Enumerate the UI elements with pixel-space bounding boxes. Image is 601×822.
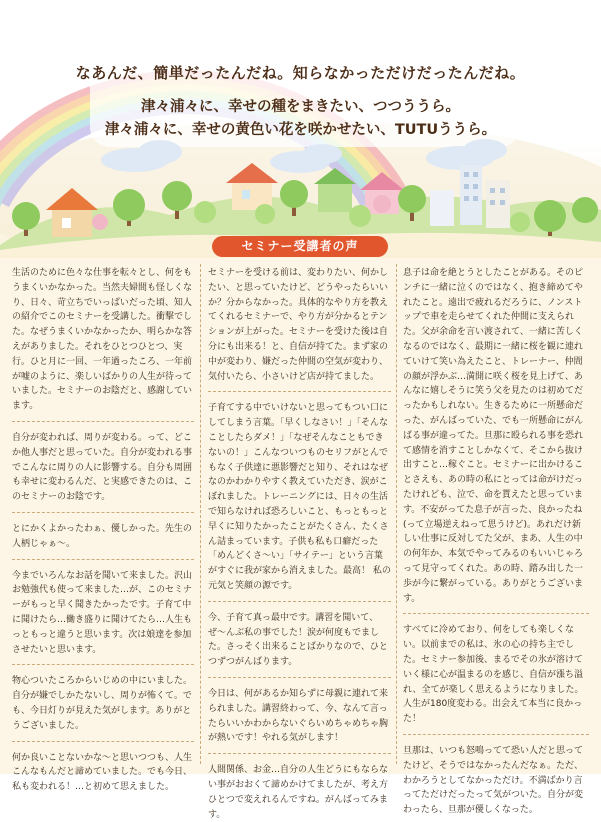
testimonial: 今、子育て真っ最中です。講習を聞いて、ぜ〜んぶ私の事でした！涙が何度もでました。さっそく出来ることばかりなので、ひとつずつがんばります。	[208, 612, 388, 668]
divider	[12, 421, 194, 422]
testimonial: 子育てする中でいけないと思ってもつい口にしてしまう言葉。「早くしなさい！」「そんなことしたらダメ！」「なぜそんなこともできないの！」こんなついつものセリフがとんでもなく子供達に悪影響だと知り、それはなぜなのかわかりやすく教えていただき、涙がこぼれました。トレーニングには、日々の生活で知らなければ恐ろしいこと、もっともっと早くに知りたかったことがたくさん、たくさん詰まっています。子供も私も口癖だった「めんどくさ〜い」「サイテー」という言葉がすぐに我が家から消えました。最高！ 私の元気と笑顔の源です。	[208, 403, 391, 591]
column-separator	[396, 264, 397, 764]
header-illustration	[0, 0, 601, 262]
testimonial: 息子は命を絶とうとしたことがある。そのピンチに一緒に泣くのではなく、抱き締めてやれたこと。遠出で疲れるだろうに、ノンストップで車を走らせてくれた仲間に支えられた。父が余命を言い渡されて、一緒に苦しくなるのではなく、最期に一緒に桜を観に連れていけて笑い為えたこと、トレーナー、仲間の顔が浮かぶ…満開に咲く桜を見上げて、あんなに嬉しそうに笑う父を見たのは初めてだったかもしれない。生きるために一所懸命だった、がんばっていた、でも一所懸命にがんばる事が違ってた。旦那に殴られる事を恐れて感情を消すことしかなくて、そこから抜け出すこと…稼ぐこと。セミナーに出かけることさえも、あの時の私にとっては命がけだったけれども、泣で、命を貰えたと思っています。不安がってた息子が言った、良かったね(って立場逆えねって思うけど)。あれだけ新しい仕事に反対してた父が、まあ、人生の中の何年か、本気でやってみるのもいいじゃろって見守ってくれた。あの時、踏み出した一歩が今に繋がっている。ありがとうございます。	[403, 268, 584, 604]
divider	[12, 559, 194, 560]
section-title-badge: セミナー受講者の声	[212, 236, 388, 257]
testimonial: セミナーを受ける前は、変わりたい、何かしたい、と思っていたけど、どうやったらいいか？分からなかった。具体的なやり方を教えてくれるセミナーで、やり方が分かるとテンションが上がった。セミナーを受けた後は自分にも出来る！と、自信が持てた。まず家の中が変わり、嫌だった仲間の空気が変わり、気付いたら、小さいけど店が持てました。	[208, 268, 389, 382]
headline: なあんだ、簡単だったんだね。知らなかっただけだったんだね。	[75, 64, 526, 82]
testimonials-area	[0, 258, 601, 820]
testimonial: 生活のために色々な仕事を転々とし、何をもうまくいかなかった。当然夫婦間も怪しくなり、日々、苛立ちでいっぱいだった頃、知人の紹介でこのセミナーを受講した。衝撃でした。なぜうまくいかなかったか、明らかな答えがありました。それをひとつひとつ、実行。ひと月に一回、一年過ったころ、一年前が嘘のように、楽しいばかりの人生が待っていました。セミナーのお陰だと、感謝しています。	[12, 268, 193, 412]
divider	[403, 734, 589, 735]
tagline-2: 津々浦々に、幸せの黄色い花を咲かせたい、TUTUううら。	[104, 122, 497, 138]
testimonial: とにかくよかったわぁ、優しかった。先生の人柄じゃぁ〜。	[12, 523, 192, 549]
divider	[403, 613, 589, 614]
testimonial: 何か良いことないかな〜と思いつつも、人生こんなもんだと諦めていました。でも今日、私も変われる！…と初めて思えました。	[12, 752, 193, 793]
divider	[12, 664, 194, 665]
testimonial: 今日は、何があるか知らずに母親に連れて来られました。講習終わって、今、なんて言ったらいいかわからないぐらいめちゃめちゃ胸が熱いです！やれる気がします！	[208, 688, 389, 744]
divider	[208, 753, 391, 754]
testimonial: 今までいろんなお話を聞いて来ました。沢山お勉強代も使って来ました…が、このセミナーがもっと早く聞きたかったです。子育て中に聞けたら…働き盛りに聞けてたら…人生もっともっと違うと思います。次は娘達を参加させたいと思います。	[12, 570, 193, 655]
testimonial-column-1	[12, 266, 194, 795]
testimonial: 人間関係、お金…自分の人生どうにもならない事がおおくて諦めかけてましたが、考え方ひとつで変えれるんですね。がんばってみます。	[208, 765, 389, 820]
divider	[208, 601, 391, 602]
divider	[12, 741, 194, 742]
divider	[208, 677, 391, 678]
testimonial: 自分が変われば、周りが変わる。って、どこか他人事だと思っていた。自分が変われる事でこんなに周りの人に影響する。自分も周囲も幸せに変わるんだ、と実感できたのは、このセミナーのお陰です。	[12, 432, 193, 503]
column-separator	[200, 264, 201, 764]
testimonial: すべてに冷めており、何をしても楽しくない。以前までの私は、氷の心の持ち主でした。セミナー参加後、まるでその氷が溶けていく様に心が温まるのを感じ、自信が漲ち溢れ、全てが楽しく思えるようになりました。人生が180度変わる。出会えて本当に良かった！	[403, 625, 584, 725]
testimonial: 物心ついたころからいじめの中にいました。自分が嫌でしかたないし、周りが怖くて。でも、今日灯りが見えた気がします。ありがとうございました。	[12, 676, 193, 731]
divider	[12, 512, 194, 513]
testimonial: 旦那は、いつも怒鳴ってて恐い人だと思ってたけど、そうではなかったんだなぁ。ただ、わかろうとしてなかっただけ。不満ばかり言ってただけだったって気がついた。自分が変わったら、旦那が優しくなった。	[403, 745, 584, 816]
divider	[208, 391, 391, 392]
testimonial-column-2	[208, 266, 391, 822]
testimonial-column-3	[403, 266, 589, 818]
tagline-1: 津々浦々に、幸せの種をまきたい、つつううら。	[141, 99, 460, 115]
